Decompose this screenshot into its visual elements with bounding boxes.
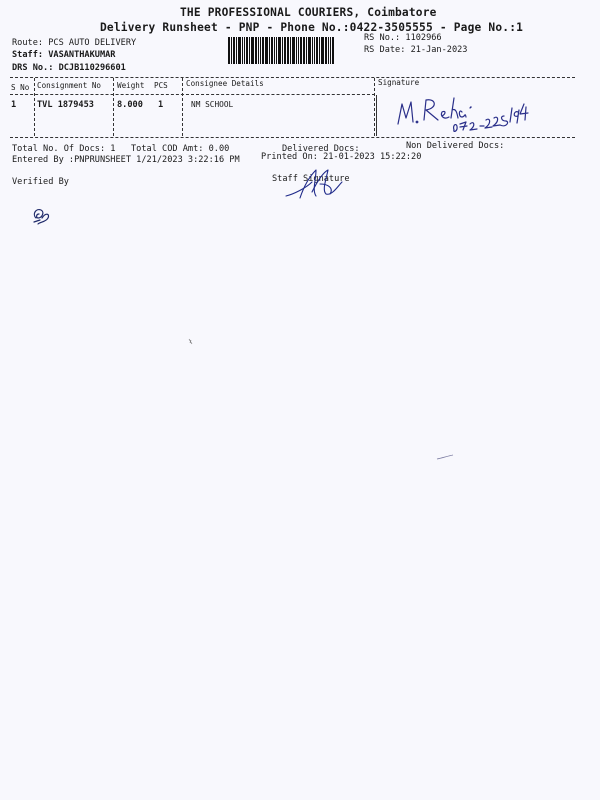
header-weight: Weight bbox=[117, 81, 145, 90]
verified-by-mark bbox=[30, 204, 54, 226]
receiver-signature bbox=[396, 90, 566, 136]
header-consignee: Consignee Details bbox=[186, 79, 264, 88]
header-bottom-rule bbox=[10, 94, 375, 95]
table-top-rule bbox=[10, 77, 575, 78]
row-consignment-no: TVL 1879453 bbox=[37, 100, 94, 110]
staff-signature-scribble bbox=[282, 162, 352, 206]
verified-by-label: Verified By bbox=[12, 177, 69, 187]
row-consignee: NM SCHOOL bbox=[191, 100, 234, 109]
header-pcs: PCS bbox=[154, 81, 168, 90]
total-docs: Total No. Of Docs: 1 bbox=[12, 144, 116, 154]
table-bottom-rule bbox=[10, 137, 575, 138]
row-sno: 1 bbox=[11, 100, 17, 110]
scan-speck bbox=[188, 338, 194, 346]
header-signature: Signature bbox=[378, 78, 420, 87]
non-delivered-docs: Non Delivered Docs: bbox=[406, 141, 505, 151]
row-weight: 8.000 bbox=[117, 100, 143, 110]
row-pcs: 1 bbox=[158, 100, 164, 110]
col-divider bbox=[113, 78, 114, 136]
staff-signature-label: Staff Signature bbox=[272, 174, 350, 184]
total-cod: Total COD Amt: 0.00 bbox=[131, 144, 230, 154]
staff-label: Staff: VASANTHAKUMAR bbox=[12, 50, 116, 60]
header-sno: S No bbox=[11, 83, 30, 92]
signature-box-left bbox=[376, 95, 377, 136]
runsheet-subtitle: Delivery Runsheet - PNP - Phone No.:0422-3505555 - Page No.:1 bbox=[100, 21, 524, 34]
company-title: THE PROFESSIONAL COURIERS, Coimbatore bbox=[180, 6, 437, 19]
col-divider bbox=[34, 78, 35, 136]
delivered-docs: Delivered Docs: bbox=[282, 144, 360, 154]
drs-number: DRS No.: DCJB110296601 bbox=[12, 63, 126, 73]
entered-by: Entered By :PNPRUNSHEET 1/21/2023 3:22:16 PM bbox=[12, 155, 240, 165]
col-divider bbox=[374, 78, 375, 136]
rs-number: RS No.: 1102966 bbox=[364, 33, 442, 43]
route-label: Route: PCS AUTO DELIVERY bbox=[12, 38, 137, 48]
barcode bbox=[228, 37, 334, 64]
header-consignment: Consignment No bbox=[37, 81, 102, 90]
rs-date: RS Date: 21-Jan-2023 bbox=[364, 45, 468, 55]
scan-speck bbox=[436, 454, 454, 460]
col-divider bbox=[182, 78, 183, 136]
printed-on: Printed On: 21-01-2023 15:22:20 bbox=[261, 152, 422, 162]
